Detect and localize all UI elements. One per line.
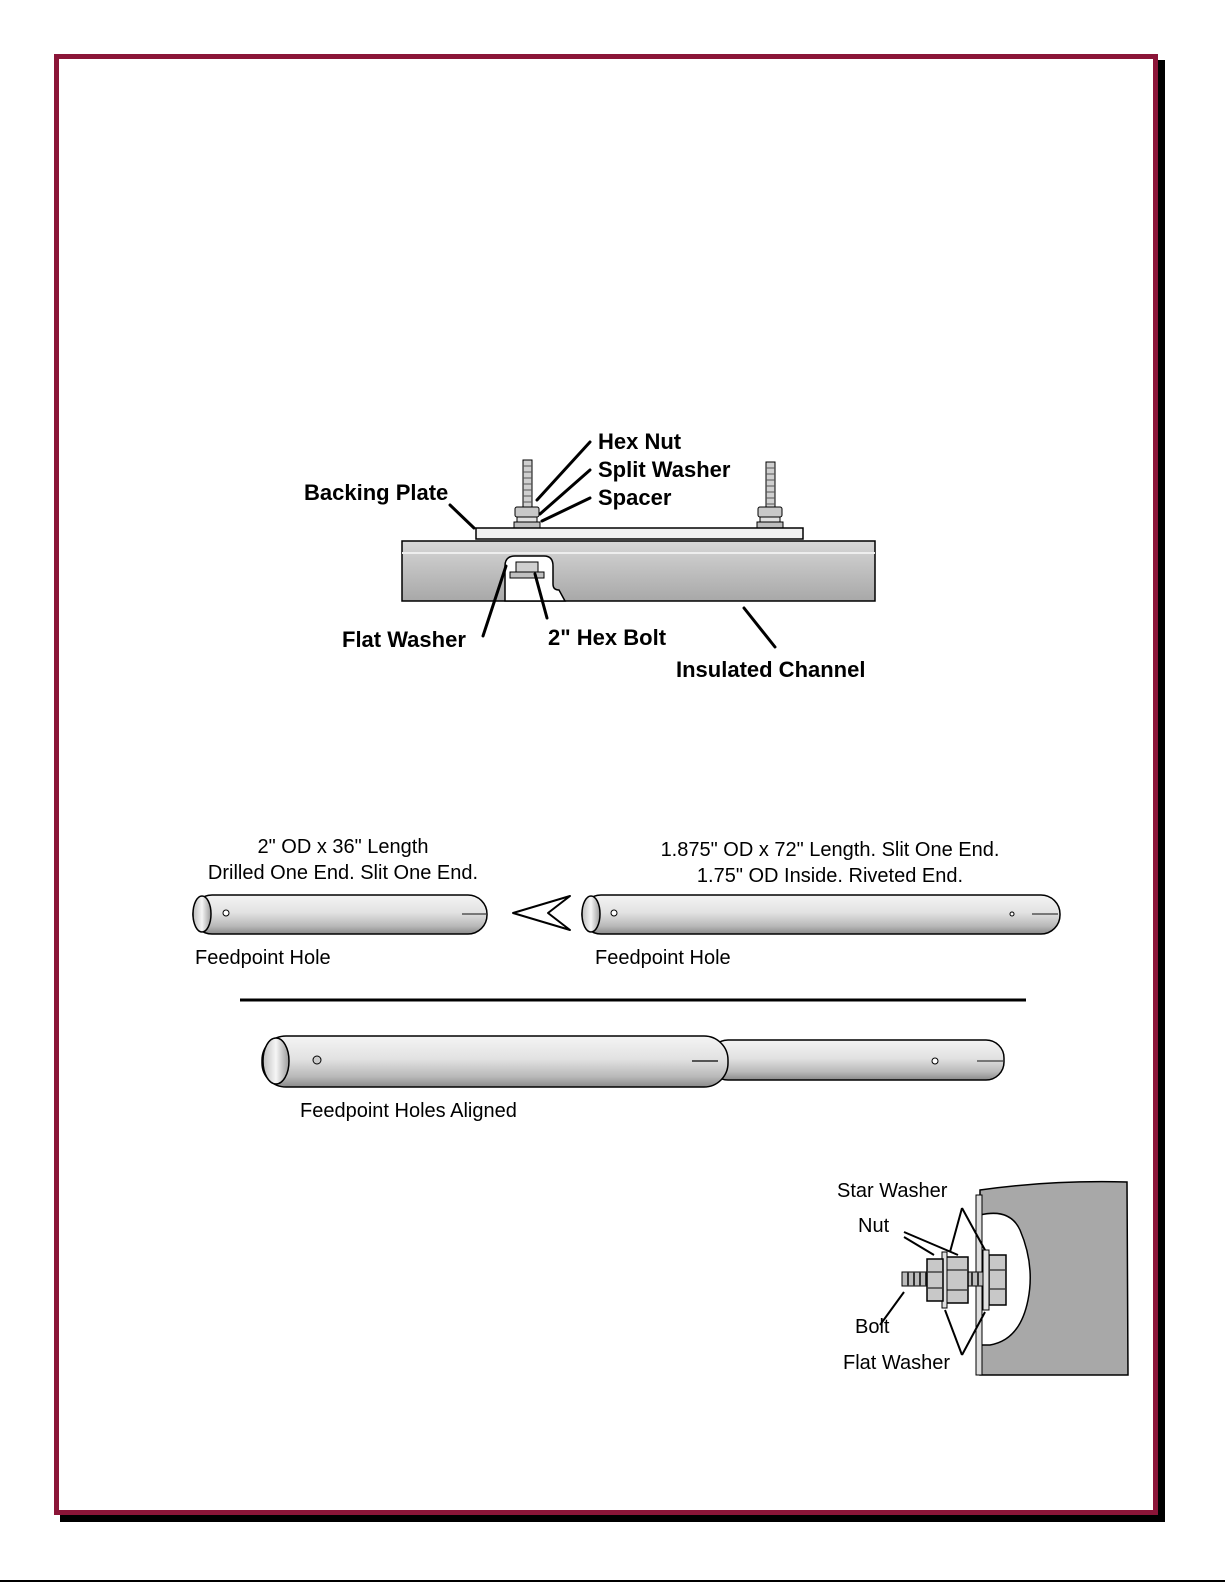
tube-diagram [193, 895, 1060, 1087]
left-feedpoint-label: Feedpoint Hole [195, 947, 331, 969]
aligned-label: Feedpoint Holes Aligned [300, 1100, 517, 1122]
hex-nut-label: Hex Nut [598, 429, 682, 454]
split-washer-label: Split Washer [598, 457, 731, 482]
hardware-diagram [880, 1182, 1128, 1375]
right-feedpoint-label: Feedpoint Hole [595, 947, 731, 969]
right-tube-spec-line2: 1.75" OD Inside. Riveted End. [696, 865, 964, 887]
left-tube-spec-line1: 2" OD x 36" Length [257, 836, 429, 858]
flat-washer-label: Flat Washer [342, 627, 466, 652]
insert-arrow-icon [513, 896, 570, 930]
right-tube-spec-line1: 1.875" OD x 72" Length. Slit One End. [660, 839, 1000, 861]
spacer-label: Spacer [598, 485, 672, 510]
insulated-channel-label: Insulated Channel [676, 657, 866, 682]
page-bottom-edge [0, 1580, 1225, 1582]
left-tube [193, 895, 487, 934]
hardware-flat-washer-label: Flat Washer [843, 1352, 951, 1374]
right-stud [766, 462, 775, 508]
left-tube-spec-line2: Drilled One End. Slit One End. [207, 862, 479, 884]
bolt-label: Bolt [855, 1316, 890, 1338]
hex-bolt-label: 2" Hex Bolt [548, 625, 667, 650]
backing-plate [476, 528, 803, 539]
left-stud [523, 460, 532, 508]
right-tube [582, 895, 1060, 934]
insulated-channel [402, 541, 875, 601]
star-washer-label: Star Washer [837, 1180, 948, 1202]
assembled-tube [262, 1036, 1004, 1087]
nut-label: Nut [858, 1215, 890, 1237]
backing-plate-label: Backing Plate [304, 480, 449, 505]
